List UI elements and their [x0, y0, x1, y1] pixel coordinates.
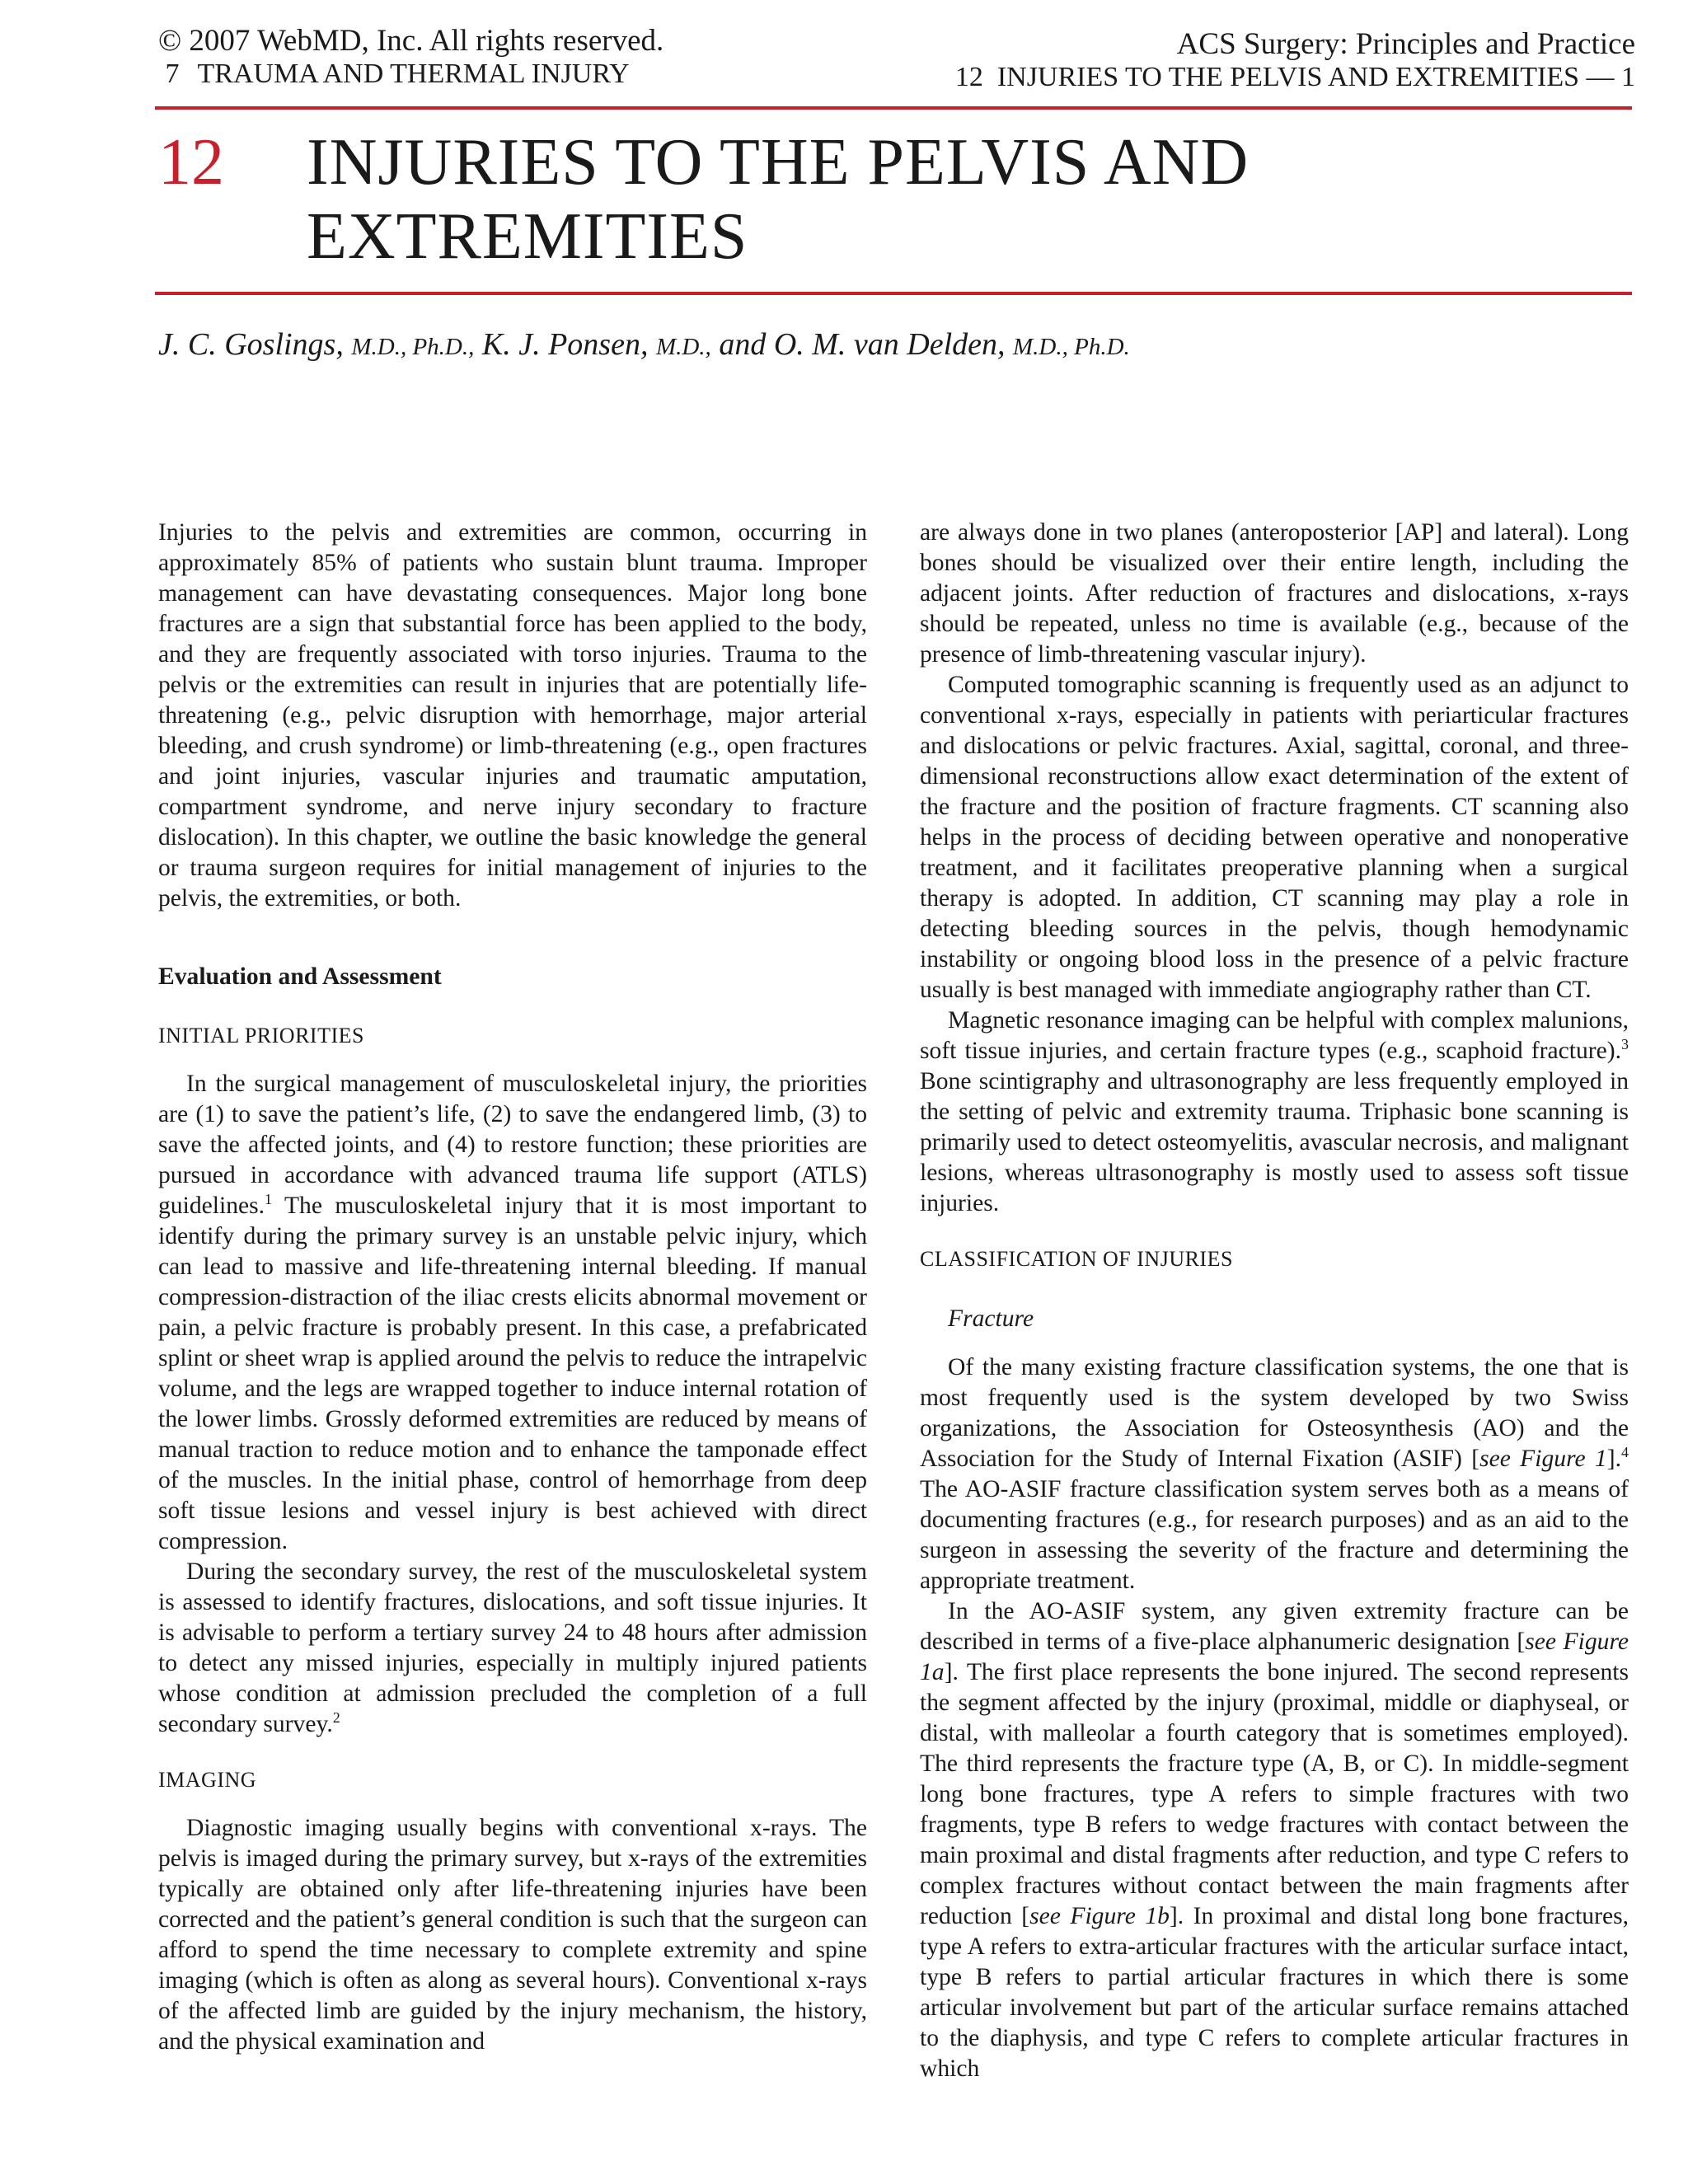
paragraph-alphanumeric-text-b: ]. The first place represents the bone injured. The second represents the segment affected by the injury (proximal, middle or diaphyseal, or distal, with malleolar a fourth category that is sometimes employed). The third represents the fracture type (A, B, or C). In middle-segment long bone fractures, type A refers to simple fractures with two fragments, type B refers to wedge fractures with contact between the main proximal and distal fragments after reduction, and type C refers to complex fractures without contact between the main fragments after reduction [	[920, 1659, 1629, 1929]
paragraph-mri	[920, 1005, 1629, 1219]
section-number: 7	[165, 59, 180, 89]
paragraph-secondary-survey-text: During the secondary survey, the rest of the musculoskeletal system is assessed to identify fractures, dislocations, and soft tissue injuries. It is advisable to perform a tertiary survey 24 to 48 hours after admission to detect any missed injuries, especially in multiply injured patients whose condition at admission precluded the completion of a full secondary survey.	[158, 1558, 867, 1737]
intro-paragraph: Injuries to the pelvis and extremities are common, occurring in approximately 85% of patients who sustain blunt trauma. Improper management can have devastating consequences. Major long bone fractures are a sign that substantial force has been applied to the body, and they are frequently associated with torso injuries. Trauma to the pelvis or the extremities can result in injuries that are potentially life-threatening (e.g., pelvic disruption with hemorrhage, major arterial bleeding, and crush syndrome) or limb-threatening (e.g., open fractures and joint injuries, vascular injuries and traumatic amputation, compartment syndrome, and nerve injury secondary to fracture dislocation). In this chapter, we outline the basic knowledge the general or trauma surgeon requires for initial management of injuries to the pelvis, the extremities, or both.	[158, 519, 867, 912]
running-title: 12 INJURIES TO THE PELVIS AND EXTREMITIES — 1	[954, 62, 1635, 92]
paragraph-priorities-text-b: The musculoskeletal injury that it is most important to identify during the primary survey is an unstable pelvic injury, which can lead to massive and life-threatening internal bleeding. If manual compression-distraction of the iliac crests elicits abnormal movement or pain, a pelvic fracture is probably present. In this case, a prefabricated splint or sheet wrap is applied around the pelvis to reduce the intrapelvic volume, and the legs are wrapped together to induce internal rotation of the lower limbs. Grossly deformed extremities are reduced by means of manual traction to reduce motion and to enhance the tamponade effect of the muscles. In the initial phase, control of hemorrhage from deep soft tissue lesions and vessel injury is best achieved with direct compression.	[158, 1193, 867, 1554]
right-column	[920, 518, 1629, 2084]
figure-ref-1a[interactable]: see Figure 1a	[920, 1629, 1629, 1685]
chapter-title-line-1: INJURIES TO THE PELVIS AND	[307, 126, 1250, 199]
paragraph-mri-text-b: Bone scintigraphy and ultrasonography are less frequently employed in the setting of pelvic and extremity trauma. Triphasic bone scanning is primarily used to detect osteomyelitis, avascular necrosis, and malignant lesions, whereas ultrasonography is mostly used to assess soft tissue injuries.	[920, 1068, 1629, 1216]
paragraph-mri-text-a: Magnetic resonance imaging can be helpful with complex malunions, soft tissue injuries, and certain fracture types (e.g., scaphoid fracture).	[920, 1007, 1629, 1064]
paragraph-ct-scanning: Computed tomographic scanning is frequently used as an adjunct to conventional x-rays, especially in patients with periarticular fractures and dislocations or pelvic fractures. Axial, sagittal, coronal, and three-dimensional reconstructions allow exact determination of the extent of the fracture and the position of fracture fragments. CT scanning also helps in the process of deciding between operative and nonoperative treatment, and it facilitates preoperative planning when a surgical therapy is adopted. In addition, CT scanning may play a role in detecting bleeding sources in the pelvis, though hemodynamic instability or ongoing blood loss in the presence of a pelvic fracture usually is best managed with immediate angiography rather than CT.	[920, 672, 1629, 1003]
paragraph-priorities-text-a: In the surgical management of musculoskeletal injury, the priorities are (1) to save the patient’s life, (2) to save the endangered limb, (3) to save the affected joints, and (4) to restore function; these priorities are pursued in accordance with advanced trauma life support (ATLS) guidelines.	[158, 1071, 867, 1219]
figure-ref-1b[interactable]: see Figure 1b	[1029, 1903, 1170, 1929]
subheading-initial-priorities: INITIAL PRIORITIES	[158, 1024, 364, 1047]
paragraph-alphanumeric-text-a: In the AO-ASIF system, any given extremity fracture can be described in terms of a five-place alphanumeric designation [	[920, 1598, 1629, 1655]
reference-3: 3	[1621, 1036, 1629, 1053]
section-title: TRAUMA AND THERMAL INJURY	[197, 59, 630, 89]
reference-1: 1	[265, 1191, 273, 1208]
author-3-degree: M.D., Ph.D.	[1013, 334, 1130, 360]
paragraph-alphanumeric-text-c: ]. In proximal and distal long bone fractures, type A refers to extra-articular fractures with the articular surface intact, type B refers to partial articular fractures in which there is some articular involvement but part of the articular surface remains attached to the diaphysis, and type C refers to complete articular fractures in which	[920, 1903, 1629, 2082]
paragraph-alphanumeric	[920, 1596, 1629, 2084]
paragraph-ao-asif-text-b: ].	[1606, 1446, 1621, 1472]
copyright: © 2007 WebMD, Inc. All rights reserved.	[158, 24, 664, 58]
author-1-degree: M.D., Ph.D.,	[351, 334, 475, 360]
chapter-title-line-2: EXTREMITIES	[307, 200, 748, 273]
reference-2: 2	[332, 1709, 340, 1727]
author-2-name: K. J. Ponsen,	[481, 327, 649, 362]
figure-ref-1[interactable]: see Figure 1	[1479, 1446, 1607, 1472]
author-3-name: and O. M. van Delden,	[719, 327, 1006, 362]
title-rule	[155, 292, 1632, 295]
running-header-left	[158, 25, 663, 91]
paragraph-ao-asif-text-a: Of the many existing fracture classification systems, the one that is most frequently used is the system developed by two Swiss organizations, the Association for Osteosynthesis (AO) and the Association for the Study of Internal Fixation (ASIF) [	[920, 1354, 1629, 1472]
chapter-number: 12	[158, 126, 224, 199]
paragraph-two-planes: are always done in two planes (anteroposterior [AP] and lateral). Long bones should be visualized over their entire length, including the adjacent joints. After reduction of fractures and dislocations, x-rays should be repeated, unless no time is available (e.g., because of the presence of limb-threatening vascular injury).	[920, 519, 1629, 668]
paragraph-secondary-survey	[158, 1557, 867, 1740]
author-line	[158, 326, 1130, 365]
author-1-name: J. C. Goslings,	[158, 327, 344, 362]
chapter-title	[307, 125, 1543, 274]
paragraph-ao-asif	[920, 1352, 1629, 1596]
left-column	[158, 518, 867, 2057]
paragraph-priorities	[158, 1069, 867, 1557]
subheading-classification: CLASSIFICATION OF INJURIES	[920, 1247, 1233, 1271]
subsubheading-fracture: Fracture	[948, 1305, 1034, 1332]
paragraph-ao-asif-text-c: The AO-ASIF fracture classification system serves both as a means of documenting fractures (e.g., for research purposes) and as an aid to the surgeon in assessing the severity of the fracture and determining the appropriate treatment.	[920, 1476, 1629, 1594]
section-line	[158, 58, 663, 91]
running-header-right	[955, 28, 1635, 94]
paragraph-imaging: Diagnostic imaging usually begins with conventional x-rays. The pelvis is imaged during the primary survey, but x-rays of the extremities typically are obtained only after life-threatening injuries have been corrected and the patient’s general condition is such that the surgeon can afford to spend the time necessary to complete extremity and spine imaging (which is often as along as several hours). Conventional x-rays of the affected limb are guided by the injury mechanism, the history, and the physical examination and	[158, 1815, 867, 2055]
subheading-imaging: IMAGING	[158, 1768, 257, 1792]
header-rule	[155, 106, 1632, 110]
book-title: ACS Surgery: Principles and Practice	[1176, 27, 1635, 61]
reference-4: 4	[1621, 1444, 1629, 1461]
author-2-degree: M.D.,	[655, 334, 711, 360]
section-heading-evaluation: Evaluation and Assessment	[158, 963, 442, 990]
